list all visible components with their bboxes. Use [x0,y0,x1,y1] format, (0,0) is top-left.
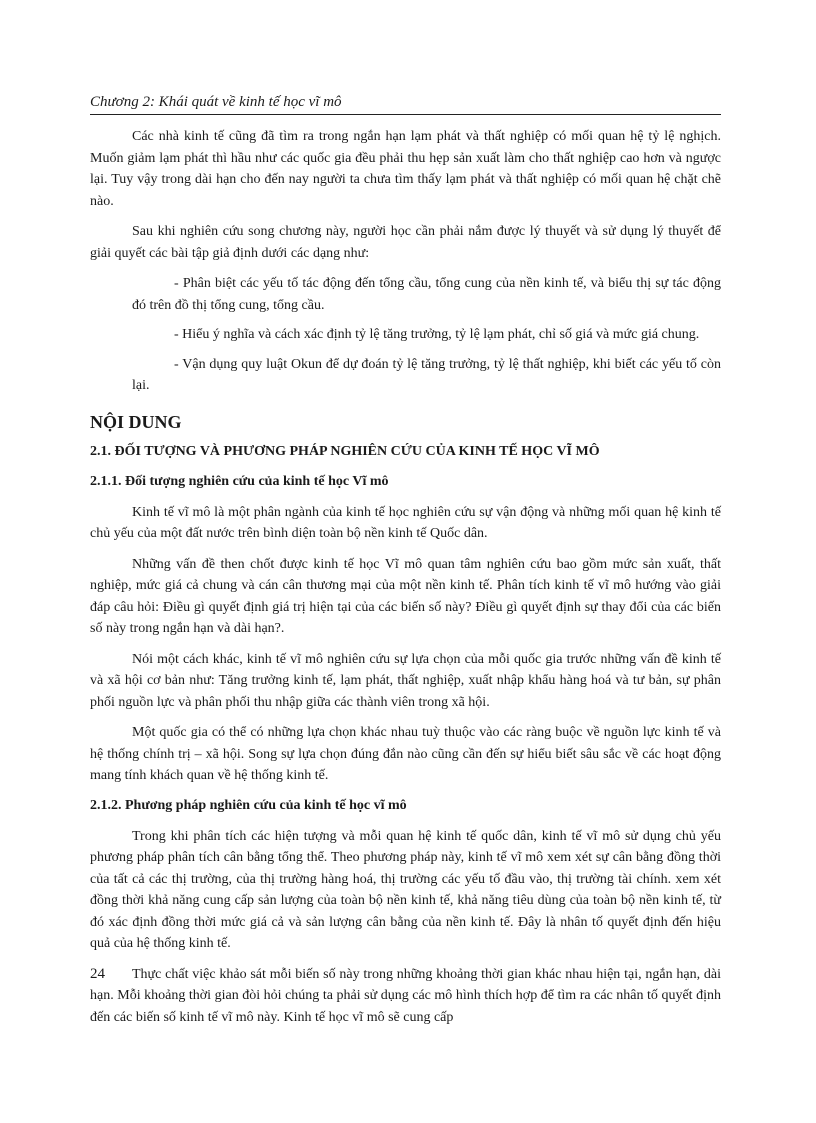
objective-item-1: - Phân biệt các yếu tố tác động đến tổng cầu, tổng cung của nền kinh tế, và biểu thị sự tác động đó trên đồ thị tổng cung, tổng cầu. [132,276,721,313]
subsection-2-1-1-paragraph-3: Nói một cách khác, kinh tế vĩ mô nghiên cứu sự lựa chọn của mỗi quốc gia trước những vấn đề kinh tế và xã hội cơ bản như: Tăng trưởng kinh tế, lạm phát, thất nghiệp, xuất nhập khẩu hàng hoá và tư bản, sự phân phối nguồn lực và phân phối thu nhập giữa các thành viên trong xã hội. [90,651,721,710]
subsection-2-1-2-paragraph-2: Thực chất việc khảo sát mỗi biến số này trong những khoảng thời gian khác nhau hiện tại, ngắn hạn, dài hạn. Mỗi khoảng thời gian đòi hỏi chúng ta phải sử dụng các mô hình thích hợp để tìm ra các nhân tố quyết định đến các biến số kinh tế vĩ mô này. Kinh tế học vĩ mô sẽ cung cấp [90,966,721,1025]
intro-paragraph-1: Các nhà kinh tế cũng đã tìm ra trong ngắn hạn lạm phát và thất nghiệp có mối quan hệ tỷ lệ nghịch. Muốn giảm lạm phát thì hầu như các quốc gia đều phải thu hẹp sản xuất làm cho thất nghiệp cao hơn và ngược lại. Tuy vậy trong dài hạn cho đến nay người ta chưa tìm thấy lạm phát và thất nghiệp có mối quan hệ chặt chẽ nào. [90,129,721,209]
page-number: 24 [90,966,105,982]
intro-paragraph-2: Sau khi nghiên cứu song chương này, người học cần phải nắm được lý thuyết và sử dụng lý thuyết để giải quyết các bài tập giả định dưới các dạng như: [90,224,721,261]
content-heading: NỘI DUNG [90,411,182,432]
subsection-2-1-1-paragraph-4: Một quốc gia có thể có những lựa chọn khác nhau tuỳ thuộc vào các ràng buộc về nguồn lực kinh tế và hệ thống chính trị – xã hội. Song sự lựa chọn đúng đắn nào cũng cần đến sự hiểu biết sâu sắc về các hoạt động mang tính khách quan về hệ thống kinh tế. [90,725,721,783]
subsection-2-1-1-title: 2.1.1. Đối tượng nghiên cứu của kinh tế học Vĩ mô [90,473,389,489]
subsection-2-1-2-title: 2.1.2. Phương pháp nghiên cứu của kinh tế học vĩ mô [90,797,407,813]
subsection-2-1-1-paragraph-1: Kinh tế vĩ mô là một phân ngành của kinh tế học nghiên cứu sự vận động và những mối quan hệ kinh tế chủ yếu của một đất nước trên bình diện toàn bộ nền kinh tế Quốc dân. [90,504,721,541]
objective-item-2: - Hiểu ý nghĩa và cách xác định tỷ lệ tăng trưởng, tỷ lệ lạm phát, chỉ số giá và mức giá chung. [174,327,700,342]
page-body [90,126,721,1037]
running-header: Chương 2: Khái quát về kinh tế học vĩ mô [90,93,721,115]
subsection-2-1-2-paragraph-1: Trong khi phân tích các hiện tượng và mỗi quan hệ kinh tế quốc dân, kinh tế vĩ mô sử dụng chủ yếu phương pháp phân tích cân bằng tổng thể. Theo phương pháp này, kinh tế vĩ mô xem xét sự cân bằng đồng thời của tất cả các thị trường, của thị trường hàng hoá, thị trường các yếu tố đầu vào, thị trường tài chính. xem xét đồng thời khả năng cung cấp sản lượng của toàn bộ nền kinh tế, khả năng tiêu dùng của toàn bộ nền kinh tế, từ đó xác định đồng thời mức giá cả và sản lượng cân bằng của nền kinh tế. Đây là nhân tố quyết định đến hiệu quả của hệ thống kinh tế. [90,828,721,951]
section-2-1-title: 2.1. ĐỐI TƯỢNG VÀ PHƯƠNG PHÁP NGHIÊN CỨU CỦA KINH TẾ HỌC VĨ MÔ [90,443,600,459]
subsection-2-1-1-paragraph-2: Những vấn đề then chốt được kinh tế học Vĩ mô quan tâm nghiên cứu bao gồm mức sản xuất, thất nghiệp, mức giá cả chung và cán cân thương mại của một nền kinh tế. Phân tích kinh tế vĩ mô hướng vào giải đáp câu hỏi: Điều gì quyết định giá trị hiện tại của các biến số này? Điều gì quyết định sự thay đổi của các biến số này trong ngắn hạn và dài hạn?. [90,556,721,636]
objective-item-3: - Vận dụng quy luật Okun để dự đoán tỷ lệ tăng trưởng, tỷ lệ thất nghiệp, khi biết các yếu tố còn lại. [132,356,721,393]
